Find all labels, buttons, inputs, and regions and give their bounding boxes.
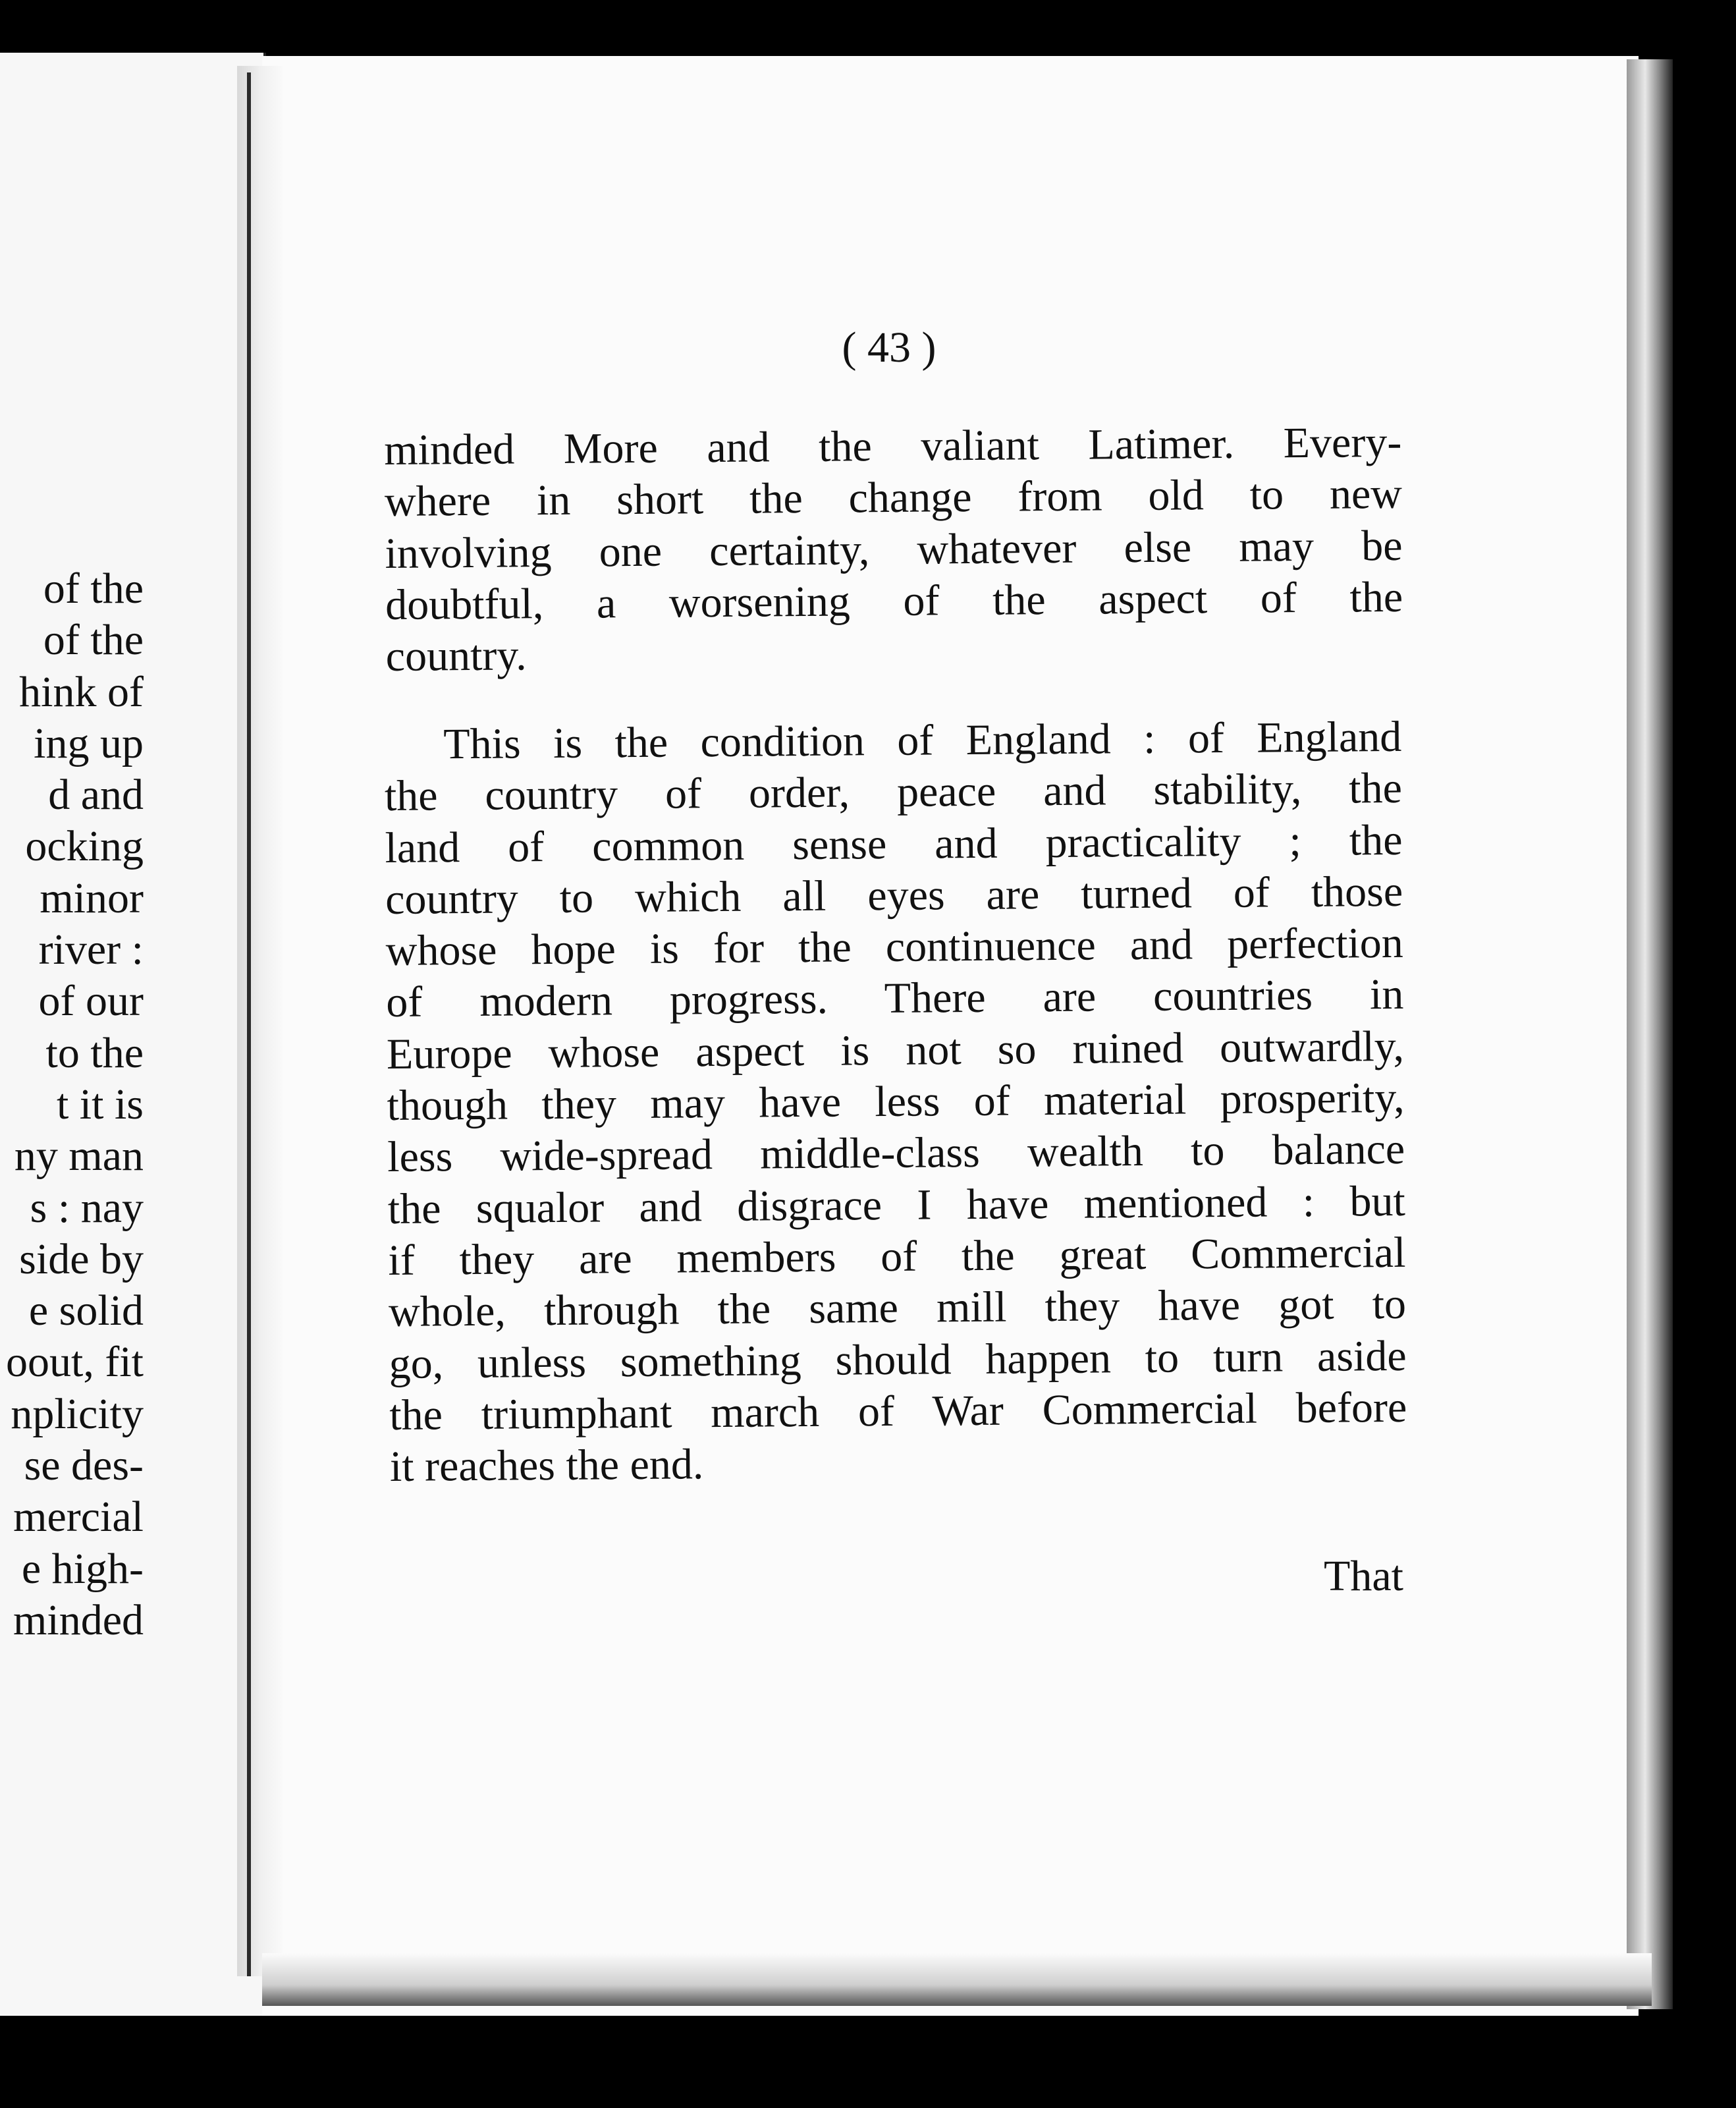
- text-line: land of common sense and practicality ; the: [385, 816, 1403, 872]
- paragraph-2: [384, 711, 1407, 1493]
- text-line: country to which all eyes are turned of those: [385, 867, 1403, 924]
- paragraph-1: [384, 417, 1403, 683]
- left-fragment: to the: [45, 1028, 144, 1077]
- text-line: whole, through the same mill they have got to: [388, 1280, 1407, 1337]
- text-line: if they are members of the great Commercial: [388, 1228, 1406, 1285]
- text-line: where in short the change from old to new: [384, 470, 1403, 526]
- left-page-text-fragments: [0, 563, 263, 1646]
- binding-edge: [247, 72, 251, 1976]
- text-line: Europe whose aspect is not so ruined outwardly,: [386, 1022, 1405, 1078]
- text-line: This is the condition of England : of England: [443, 712, 1402, 769]
- text-line: though they may have less of material prosperity,: [387, 1073, 1405, 1130]
- text-line: minded More and the valiant Latimer. Every-: [384, 418, 1402, 474]
- page-stack-edge: [1627, 59, 1673, 2009]
- page-number: ( 43 ): [842, 323, 936, 372]
- text-line: less wide-spread middle-class wealth to balance: [387, 1125, 1405, 1182]
- text-line: the triumphant march of War Commercial before: [389, 1383, 1407, 1439]
- text-line: whose hope is for the continuence and perfection: [385, 919, 1404, 976]
- left-fragment: se des-: [24, 1441, 144, 1490]
- text-line: the squalor and disgrace I have mentioned : but: [387, 1177, 1406, 1233]
- left-fragment: nplicity: [11, 1389, 144, 1438]
- text-line: country.: [385, 631, 527, 681]
- page-bottom-edge: [262, 1953, 1652, 2006]
- text-line: it reaches the end.: [389, 1440, 704, 1491]
- text-line: the country of order, peace and stability, the: [384, 764, 1403, 821]
- left-fragment: minded: [13, 1595, 144, 1644]
- text-line: of modern progress. There are countries in: [386, 970, 1404, 1027]
- text-line: go, unless something should happen to turn aside: [389, 1331, 1407, 1388]
- left-fragment: of the: [43, 616, 144, 665]
- book-gutter: [237, 66, 283, 1976]
- left-fragment: of the: [43, 565, 144, 613]
- left-fragment: oout, fit: [6, 1338, 144, 1387]
- left-fragment: e solid: [28, 1287, 144, 1335]
- left-fragment: ocking: [25, 822, 144, 871]
- left-fragment: s : nay: [30, 1183, 144, 1232]
- left-fragment: of our: [38, 977, 144, 1026]
- left-fragment: river :: [38, 926, 144, 974]
- left-fragment: minor: [40, 874, 144, 922]
- left-fragment: e high-: [21, 1544, 144, 1593]
- facing-left-page: [0, 53, 266, 2016]
- left-fragment: ing up: [34, 719, 144, 767]
- text-line: involving one certainty, whatever else may be: [385, 521, 1403, 578]
- catchword: That: [1324, 1552, 1403, 1600]
- left-fragment: d and: [48, 771, 144, 819]
- left-fragment: side by: [19, 1234, 144, 1283]
- left-fragment: mercial: [13, 1493, 144, 1541]
- left-fragment: hink of: [19, 667, 144, 716]
- text-line: doubtful, a worsening of the aspect of the: [385, 572, 1403, 629]
- left-fragment: ny man: [14, 1132, 144, 1180]
- left-fragment: t it is: [56, 1080, 144, 1128]
